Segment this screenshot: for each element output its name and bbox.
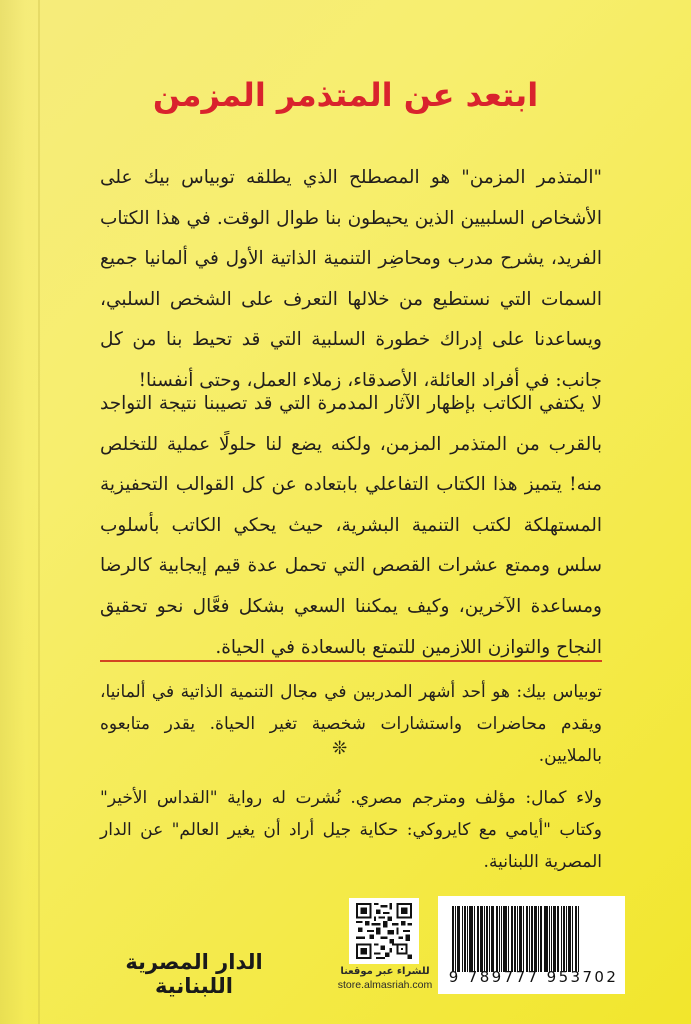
blurb-paragraph-1: "المتذمر المزمن" هو المصطلح الذي يطلقه توبياس بيك على الأشخاص السلبيين الذين يحيطون بنا طوال الوقت. في هذا الكتاب الفريد، يشرح مدرب ومحاضِر التنمية الذاتية الأول في ألمانيا جميع السمات التي نستطيع من خلالها التعرف على الشخص السلبي، ويساعدنا على إدراك خطورة السلبية التي قد تحيط بنا من كل جانب: في أفراد العائلة، الأصدقاء، زملاء العمل، وحتى أنفسنا! — [100, 167, 602, 391]
qr-caption: للشراء عبر موقعنا — [340, 966, 430, 977]
barcode-bars — [452, 906, 614, 972]
book-title: ابتعد عن المتذمر المزمن — [152, 76, 539, 114]
publisher-logo: الدار المصرية اللبنانية — [125, 950, 263, 998]
barcode-icon — [438, 896, 625, 994]
spine-shadow — [0, 0, 42, 1024]
author-bio: توبياس بيك: هو أحد أشهر المدربين في مجال التنمية الذاتية في ألمانيا، ويقدم محاضرات واستشارات شخصية تغير الحياة. يقدر متابعوه بالملايين. — [100, 682, 602, 766]
asterisk-separator-icon: ❊ — [332, 738, 348, 759]
store-url-link[interactable]: store.almasriah.com — [337, 979, 433, 991]
translator-bio: ولاء كمال: مؤلف ومترجم مصري. نُشرت له رواية "القداس الأخير" وكتاب "أيامي مع كايروكي: حكاية جيل أراد أن يغير العالم" عن الدار المصرية اللبنانية. — [100, 788, 602, 872]
qr-code-graphic — [354, 903, 414, 959]
isbn-number: 9 789777 953702 — [448, 968, 619, 986]
qr-code-icon[interactable] — [349, 898, 419, 964]
section-divider — [100, 660, 602, 662]
spine-crease — [38, 0, 40, 1024]
blurb-paragraph-2: لا يكتفي الكاتب بإظهار الآثار المدمرة التي قد تصيبنا نتيجة التواجد بالقرب من المتذمر المزمن، ولكنه يضع لنا حلولًا عملية للتخلص منه! يتميز هذا الكتاب التفاعلي بابتعاده عن كل القوالب التحفيزية المستهلكة لكتب التنمية البشرية، حيث يحكي الكاتب بأسلوب سلس وممتع عشرات القصص التي تحمل عدة قيم إيجابية كالرضا ومساعدة الآخرين، وكيف يمكننا السعي بشكل فعَّال نحو تحقيق النجاح والتوازن اللازمين للتمتع بالسعادة في الحياة. — [100, 393, 602, 658]
